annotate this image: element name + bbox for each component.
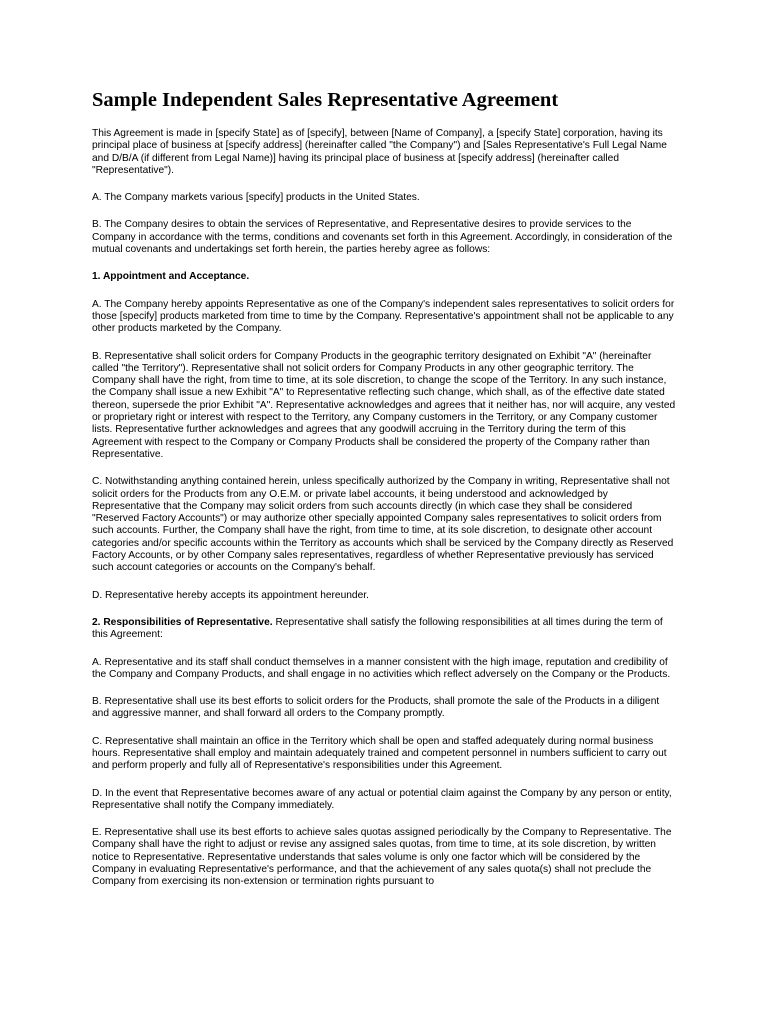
section-2-paragraph-c: C. Representative shall maintain an office in the Territory which shall be open and staffed adequately during normal business hours. Representative shall employ and maintain adequately trained and competent personnel in numbers sufficient to carry out and perform properly and fully all of Representative's responsibilities under this Agreement. — [92, 735, 667, 772]
section-2-lead-text: Representative shall satisfy the following responsibilities at all times during the term of this Agreement: — [92, 616, 663, 641]
section-2-paragraph-d: D. In the event that Representative becomes aware of any actual or potential claim against the Company by any person or entity, Representative shall notify the Company immediately. — [92, 787, 672, 811]
section-2-paragraph-a: A. Representative and its staff shall conduct themselves in a manner consistent with the high image, reputation and credibility of the Company and Company Products, and shall engage in no activities which reflect adversely on the Company or the Products. — [92, 656, 671, 680]
section-2-paragraph-e: E. Representative shall use its best efforts to achieve sales quotas assigned periodically by the Company to Representative. The Company shall have the right to adjust or revise any assigned sales quotas, from time to time, at its sole discretion, by written notice to Representative. Representative understands that sales volume is only one factor which will be considered by the Company in evaluating Representative's performance, and that the achievement of any sales quota(s) shall not preclude the Company from exercising its non-extension or termination rights pursuant to — [92, 827, 672, 888]
section-1-paragraph-c: C. Notwithstanding anything contained herein, unless specifically authorized by the Company in writing, Representative shall not solicit orders for the Products from any O.E.M. or private label accounts, it being understood and acknowledged by Representative that the Company may solicit orders from such accounts directly (in which case they shall be considered "Reserved Factory Accounts") or may authorize other specially appointed Company sales representatives to solicit orders from such accounts. Further, the Company shall have the right, from time to time, at its sole discretion, to designate other account categories and/or specific accounts within the Territory as accounts which shall be serviced by the Company directly as Reserved Factory Accounts, or by other Company sales representatives, regardless of whether Representative previously has serviced such account categories or accounts on the Company's behalf. — [92, 476, 674, 574]
section-1-heading: 1. Appointment and Acceptance. — [92, 271, 250, 283]
intro-paragraph: This Agreement is made in [specify State] as of [specify], between [Name of Company], a [specify State] corporation, having its principal place of business at [specify address] (hereinafter called "the Company") and [Sales Representative's Full Legal Name and D/B/A (if different from Legal Name)] having its principal place of business at [specify address] (hereinafter called "Representative"). — [92, 128, 667, 176]
document-title: Sample Independent Sales Representative Agreement — [92, 89, 559, 111]
section-1-paragraph-a: A. The Company hereby appoints Representative as one of the Company's independent sales representatives to solicit orders for those [specify] products marketed from time to time by the Company. Representative's appointment shall not be applicable to any other products marketed by the Company. — [92, 298, 675, 335]
recital-b: B. The Company desires to obtain the services of Representative, and Representative desires to provide services to the Company in accordance with the terms, conditions and covenants set forth in this Agreement. Accordingly, in consideration of the mutual covenants and undertakings set forth herein, the parties hereby agree as follows: — [92, 219, 673, 256]
document-page — [92, 88, 676, 904]
section-2-paragraph-b: B. Representative shall use its best efforts to solicit orders for the Products, shall promote the sale of the Products in a diligent and aggressive manner, and shall forward all orders to the Company promptly. — [92, 696, 660, 720]
section-1-paragraph-d: D. Representative hereby accepts its appointment hereunder. — [92, 589, 369, 601]
section-2-heading: 2. Responsibilities of Representative. — [92, 616, 273, 628]
recital-a: A. The Company markets various [specify] products in the United States. — [92, 192, 420, 204]
section-1-paragraph-b: B. Representative shall solicit orders for Company Products in the geographic territory designated on Exhibit "A" (hereinafter called "the Territory"). Representative shall not solicit orders for Company Products in any other geographic territory. The Company shall have the right, from time to time, at its sole discretion, to change the scope of the Territory. In any such instance, the Company shall issue a new Exhibit "A" to Representative reflecting such change, which shall, as of the effective date stated thereon, supersede the prior Exhibit "A". Representative acknowledges and agrees that it neither has, nor will acquire, any vested or proprietary right or interest with respect to the Territory, any Company customers in the Territory, or any Company customer lists. Representative further acknowledges and agrees that any goodwill accruing in the Territory during the term of this Agreement with respect to the Company or Company Products shall be considered the property of the Company rather than Representative. — [92, 350, 676, 460]
section-2-lead-paragraph — [92, 617, 676, 642]
